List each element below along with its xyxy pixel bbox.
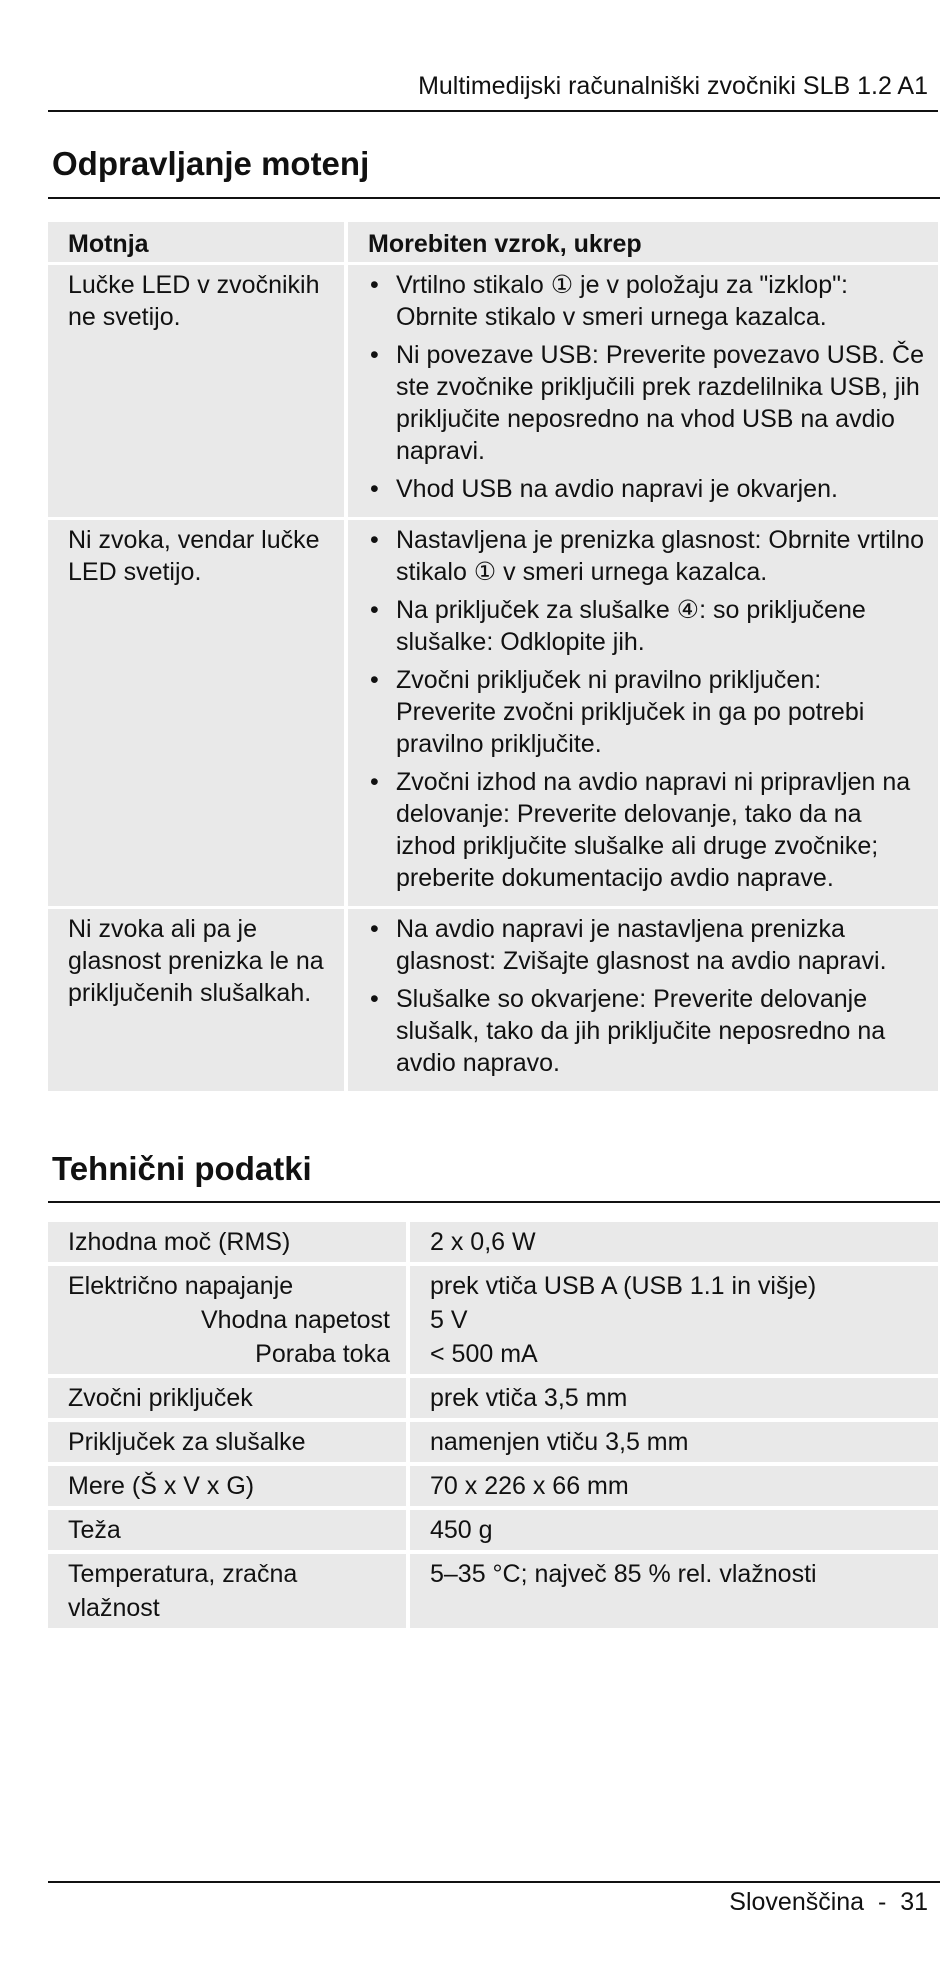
spec-sublabel: Vhodna napetost [200, 1306, 390, 1334]
troubleshooting-heading-divider [48, 197, 940, 199]
spec-value: 2 x 0,6 W [430, 1228, 536, 1256]
spec-value: 5–35 °C; največ 85 % rel. vlažnosti [430, 1560, 817, 1588]
troubleshooting-table [48, 222, 938, 1091]
spec-value: 450 g [430, 1516, 493, 1544]
troubleshooting-heading: Odpravljanje motenj [52, 145, 370, 182]
cause-item: • Ni povezave USB: Preverite povezavo USB. Če ste zvočnike priključili prek razdelilnika USB, jih priključite neposredno na vhod USB na avdio napravi. [368, 339, 928, 467]
table-row [48, 265, 938, 517]
cause-item: • Vhod USB na avdio napravi je okvarjen. [368, 473, 928, 505]
column-header-problem: Motnja [48, 222, 348, 262]
header-divider [48, 110, 938, 112]
cause-cell [348, 909, 938, 1091]
spec-value-group [410, 1266, 938, 1374]
page-footer: Slovenščina - 31 [729, 1888, 928, 1916]
problem-cell: Ni zvoka ali pa je glasnost prenizka le na priključenih slušalkah. [48, 909, 348, 1091]
table-row [48, 1466, 938, 1506]
spec-label-group [48, 1266, 410, 1374]
spec-label: Zvočni priključek [48, 1378, 410, 1418]
cause-item: • Slušalke so okvarjene: Preverite delovanje slušalk, tako da jih priključite neposredno na avdio napravo. [368, 983, 928, 1079]
cause-item: • Nastavljena je prenizka glasnost: Obrnite vrtilno stikalo ① v smeri urnega kazalca. [368, 524, 928, 588]
cause-item: • Zvočni izhod na avdio napravi ni pripravljen na delovanje: Preverite delovanje, tako da na izhod priključite slušalke ali druge zvočnike; preberite dokumentacijo avdio naprave. [368, 766, 928, 894]
cause-cell [348, 520, 938, 906]
cause-item: • Vrtilno stikalo ① je v položaju za "izklop": Obrnite stikalo v smeri urnega kazalca. [368, 269, 928, 333]
table-row [48, 1378, 938, 1418]
spec-label: Priključek za slušalke [48, 1422, 410, 1462]
spec-label: Izhodna moč (RMS) [48, 1222, 410, 1262]
troubleshooting-table-header [48, 222, 938, 262]
spec-label: Temperatura, zračna vlažnost [48, 1554, 410, 1628]
spec-label: Mere (Š x V x G) [48, 1466, 410, 1506]
spec-label: Električno napajanje [68, 1272, 294, 1300]
spec-subvalue: < 500 mA [430, 1340, 538, 1368]
table-row [48, 520, 938, 906]
spec-label: Teža [48, 1510, 410, 1550]
table-row [48, 1510, 938, 1550]
page-header-title: Multimedijski računalniški zvočniki SLB 1.2 A1 [418, 72, 928, 100]
cause-item: • Na avdio napravi je nastavljena prenizka glasnost: Zvišajte glasnost na avdio napravi. [368, 913, 928, 977]
cause-item: • Zvočni priključek ni pravilno priključen: Preverite zvočni priključek in ga po potrebi pravilno priključite. [368, 664, 928, 760]
cause-item: • Na priključek za slušalke ④: so priključene slušalke: Odklopite jih. [368, 594, 928, 658]
table-row [48, 1554, 938, 1628]
problem-cell: Lučke LED v zvočnikih ne svetijo. [48, 265, 348, 517]
column-header-cause: Morebiten vzrok, ukrep [368, 230, 642, 258]
table-row [48, 1266, 938, 1374]
cause-cell [348, 265, 938, 517]
technical-heading-divider [48, 1201, 940, 1203]
spec-sublabel: Poraba toka [255, 1340, 390, 1368]
table-row [48, 909, 938, 1091]
spec-value: prek vtiča USB A (USB 1.1 in višje) [430, 1272, 817, 1300]
technical-data-table [48, 1222, 938, 1628]
problem-cell: Ni zvoka, vendar lučke LED svetijo. [48, 520, 348, 906]
footer-divider [48, 1881, 940, 1883]
technical-data-heading: Tehnični podatki [52, 1150, 312, 1187]
spec-value: 70 x 226 x 66 mm [430, 1472, 629, 1500]
spec-value: prek vtiča 3,5 mm [430, 1384, 628, 1412]
spec-subvalue: 5 V [430, 1306, 468, 1334]
table-row [48, 1222, 938, 1262]
table-row [48, 1422, 938, 1462]
spec-value: namenjen vtiču 3,5 mm [430, 1428, 689, 1456]
